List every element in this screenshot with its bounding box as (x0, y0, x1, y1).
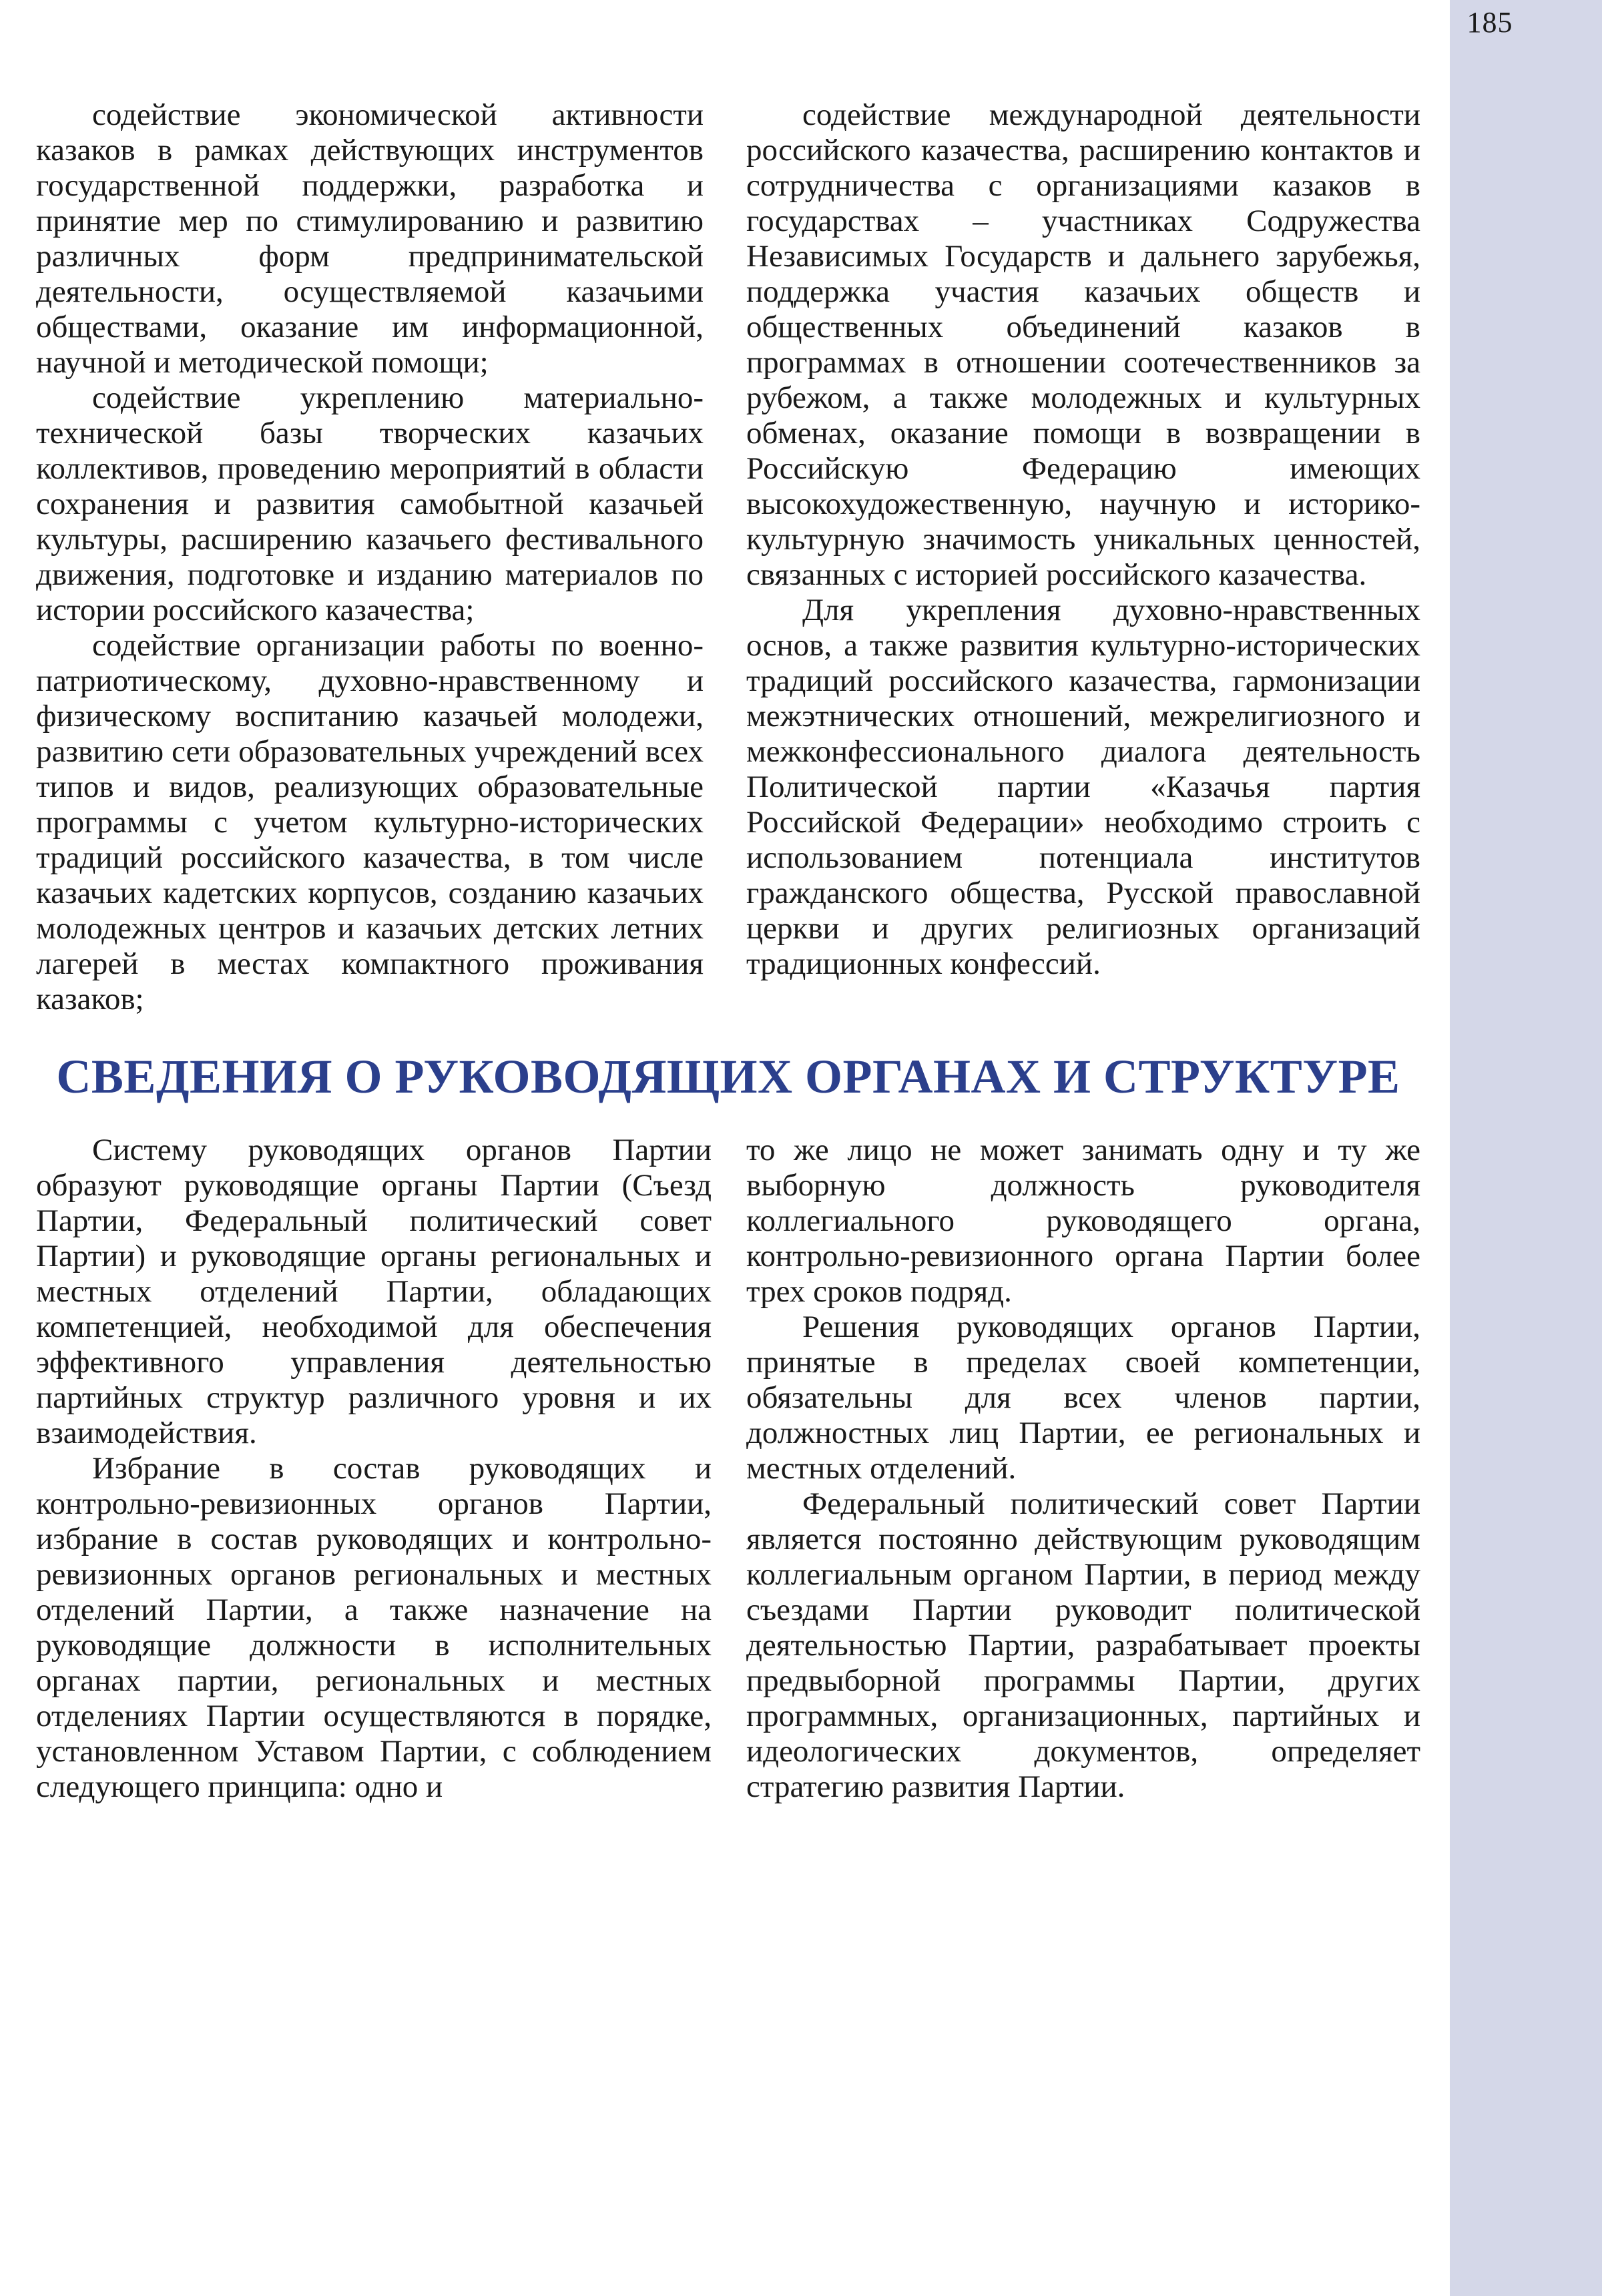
paragraph: содействие экономической активности казаков в рамках действующих инструментов государственной поддержки, разработка и принятие мер по стимулированию и развитию различных форм предпринимательской деятельности, осуществляемой казачьими обществами, оказание им информационной, научной и методической помощи; (36, 97, 704, 380)
side-strip (1450, 0, 1602, 2296)
paragraph: Систему руководящих органов Партии образуют руководящие органы Партии (Съезд Партии, Федеральный политический совет Партии) и руководящие органы региональных и местных отделений Партии, обладающих компетенцией, необходимой для обеспечения эффективного управления деятельностью партийных структур различного уровня и их взаимодействия. (36, 1133, 712, 1450)
paragraph: Избрание в состав руководящих и контрольно-ревизионных органов Партии, избрание в состав руководящих и контрольно-ревизионных органов региональных и местных отделений Партии, а также назначение на руководящие должности в исполнительных органах партии, региональных и местных отделениях Партии осуществляются в порядке, установленном Уставом Партии, с соблюдением следующего принципа: одно и (36, 1451, 712, 1804)
paragraph: Решения руководящих органов Партии, принятые в пределах своей компетенции, обязательны для всех членов партии, должностных лиц Партии, ее региональных и местных отделений. (746, 1310, 1420, 1486)
paragraph: Федеральный политический совет Партии является постоянно действующим руководящим коллегиальным органом Партии, в период между съездами Партии руководит политической деятельностью Партии, разрабатывает проекты предвыборной программы Партии, других программных, организационных, партийных и идеологических документов, определяет стратегию развития Партии. (746, 1486, 1420, 1804)
paragraph: содействие организации работы по военно-патриотическому, духовно-нравственному и физическому воспитанию казачьей молодежи, развитию сети образовательных учреждений всех типов и видов, реализующих образовательные программы с учетом культурно-исторических традиций российского казачества, в том числе казачьих кадетских корпусов, созданию казачьих молодежных центров и казачьих детских летних лагерей в местах компактного проживания казаков; (36, 628, 704, 1017)
paragraph: содействие международной деятельности российского казачества, расширению контактов и сотрудничества с организациями казаков в государствах – участниках Содружества Независимых Государств и дальнего зарубежья, поддержка участия казачьих обществ и общественных объединений казаков в программах в отношении соотечественников за рубежом, а также молодежных и культурных обменах, оказание помощи в возвращении в Российскую Федерацию имеющих высокохудожественную, научную и историко-культурную значимость уникальных ценностей, связанных с историей российского казачества. (746, 97, 1420, 592)
page-number: 185 (1466, 6, 1513, 39)
bottom-left-column (36, 1133, 712, 1805)
paragraph: Для укрепления духовно-нравственных основ, а также развития культурно-исторических традиций российского казачества, гармонизации межэтнических отношений, межрелигиозного и межконфессионального диалога деятельность Политической партии «Казачья партия Российской Федерации» необходимо строить с использованием потенциала институтов гражданского общества, Русской православной церкви и других религиозных организаций традиционных конфессий. (746, 593, 1420, 981)
top-left-column (36, 97, 704, 1017)
paragraph: содействие укреплению материально-технической базы творческих казачьих коллективов, проведению мероприятий в области сохранения и развития самобытной казачьей культуры, расширению казачьего фестивального движения, подготовке и изданию материалов по истории российского казачества; (36, 380, 704, 627)
top-right-column (746, 97, 1420, 982)
paragraph-continuation: то же лицо не может занимать одну и ту же выборную должность руководителя коллегиального руководящего органа, контрольно-ревизионного органа Партии более трех сроков подряд. (746, 1133, 1420, 1309)
bottom-right-column (746, 1133, 1420, 1805)
section-heading: СВЕДЕНИЯ О РУКОВОДЯЩИХ ОРГАНАХ И СТРУКТУРЕ (56, 1050, 1400, 1103)
